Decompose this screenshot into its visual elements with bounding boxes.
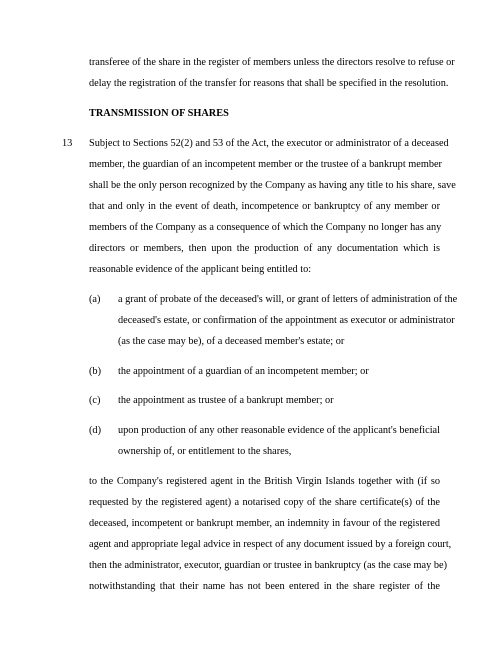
closing-line-5: then the administrator, executor, guardian or trustee in bankruptcy (as the case may be) <box>89 560 448 571</box>
item-b-line-1: the appointment of a guardian of an incompetent member; or <box>118 366 369 377</box>
item-c-line-1: the appointment as trustee of a bankrupt member; or <box>118 395 334 406</box>
item-d-label: (d) <box>89 425 102 436</box>
item-d-line-2: ownership of, or entitlement to the shares, <box>118 446 292 457</box>
clause-line-7: reasonable evidence of the applicant being entitled to: <box>89 264 312 275</box>
intro-line-2: delay the registration of the transfer for reasons that shall be specified in the resolution. <box>89 78 449 89</box>
closing-line-4: agent and appropriate legal advice in respect of any document issued by a foreign court, <box>89 539 452 550</box>
clause-line-1: Subject to Sections 52(2) and 53 of the Act, the executor or administrator of a deceased <box>89 138 449 149</box>
clause-line-4: that and only in the event of death, incompetence or bankruptcy of any member or <box>89 201 440 212</box>
item-a-line-1: a grant of probate of the deceased's will, or grant of letters of administration of the <box>118 294 458 305</box>
clause-number: 13 <box>62 138 73 149</box>
closing-line-2: requested by the registered agent) a notarised copy of the share certificate(s) of the <box>89 497 440 508</box>
item-a-label: (a) <box>89 294 101 305</box>
intro-line-1: transferee of the share in the register of members unless the directors resolve to refuse or <box>89 57 455 68</box>
item-a-line-2: deceased's estate, or confirmation of the appointment as executor or administrator <box>118 315 455 326</box>
clause-line-2: member, the guardian of an incompetent member or the trustee of a bankrupt member <box>89 159 442 170</box>
closing-line-1: to the Company's registered agent in the British Virgin Islands together with (if so <box>89 476 440 487</box>
item-c-label: (c) <box>89 395 101 406</box>
clause-line-6: directors or members, then upon the production of any documentation which is <box>89 243 440 254</box>
clause-line-3: shall be the only person recognized by the Company as having any title to his share, save <box>89 180 456 191</box>
closing-line-6: notwithstanding that their name has not been entered in the share register of the <box>89 581 440 592</box>
item-b-label: (b) <box>89 366 102 377</box>
item-a-line-3: (as the case may be), of a deceased member's estate; or <box>118 336 345 347</box>
item-d-line-1: upon production of any other reasonable evidence of the applicant's beneficial <box>118 425 440 436</box>
closing-line-3: deceased, incompetent or bankrupt member, an indemnity in favour of the registered <box>89 518 440 529</box>
clause-line-5: members of the Company as a consequence of which the Company no longer has any <box>89 222 442 233</box>
section-heading: TRANSMISSION OF SHARES <box>89 108 229 119</box>
